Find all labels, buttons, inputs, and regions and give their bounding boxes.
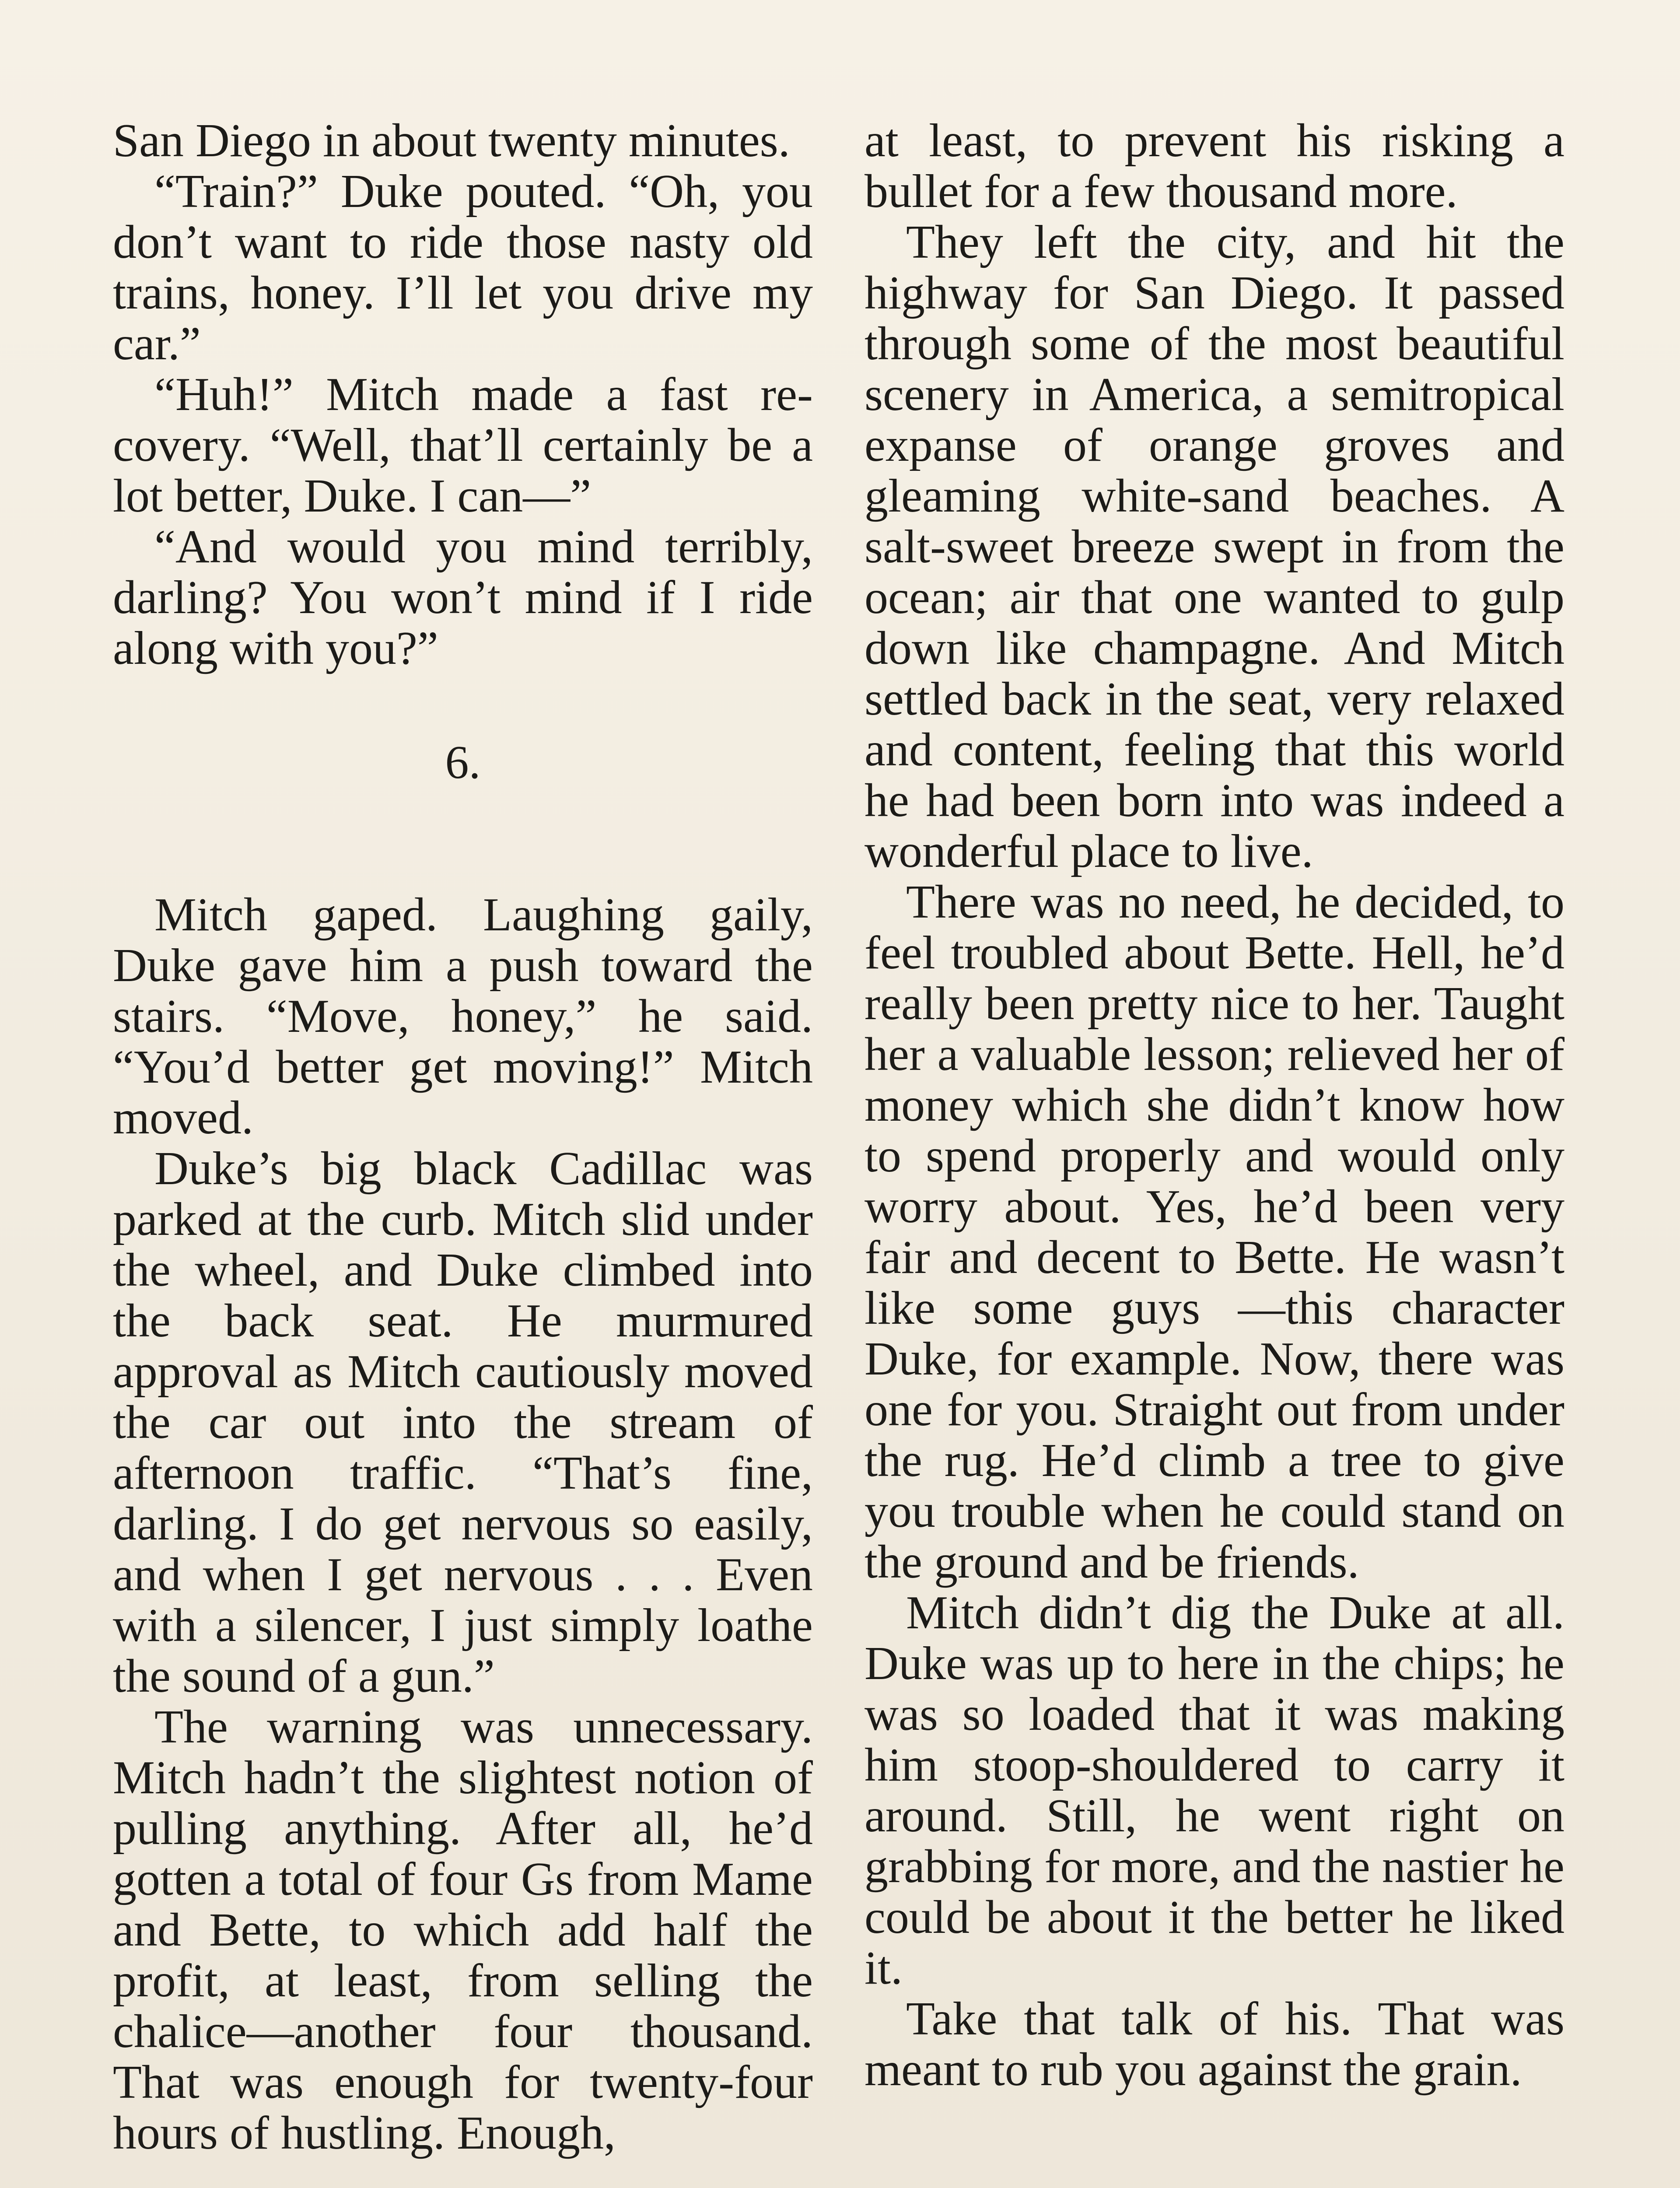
paragraph: Mitch didn’t dig the Duke at all. Duke was up to here in the chips; he was so loaded that it was making him stoop-shouldered to carry it around. Still, he went right on grabbing for more, and the nastier he could be about it the better he liked it. [864,1587,1564,1994]
left-column [113,116,813,2159]
right-column [864,116,1564,2095]
paragraph: “And would you mind terribly, darling? You won’t mind if I ride along with you?” [113,521,813,674]
paragraph: Duke’s big black Cadillac was parked at the curb. Mitch slid under the wheel, and Duke climbed into the back seat. He murmured approval as Mitch cautiously moved the car out into the stream of afternoon traffic. “That’s fine, darling. I do get nervous so easily, and when I get nervous . . . Even with a silencer, I just simply loathe the sound of a gun.” [113,1143,813,1702]
paragraph: Mitch gaped. Laughing gaily, Duke gave him a push toward the stairs. “Move, honey,” he said. “You’d better get moving!” Mitch moved. [113,889,813,1144]
paragraph: The warning was unnecessary. Mitch hadn’t the slightest notion of pulling anything. After all, he’d gotten a total of four Gs from Mame and Bette, to which add half the profit, at least, from selling the chalice—another four thousand. That was enough for twenty-four hours of hustling. Enough, [113,1701,813,2159]
chapter-number: 6. [445,736,481,789]
paragraph: “Huh!” Mitch made a fast recovery. “Well, that’ll certainly be a lot better, Duke. I can—” [113,368,813,522]
paragraph: There was no need, he decided, to feel troubled about Bette. Hell, he’d really been pretty nice to her. Taught her a valuable lesson; relieved her of money which she didn’t know how to spend properly and would only worry about. Yes, he’d been very fair and decent to Bette. He wasn’t like some guys —this character Duke, for example. Now, there was one for you. Straight out from under the rug. He’d climb a tree to give you trouble when he could stand on the ground and be friends. [864,876,1564,1588]
paragraph: San Diego in about twenty minutes. [113,115,790,167]
paragraph: Take that talk of his. That was meant to rub you against the grain. [864,1993,1564,2096]
paragraph: “Train?” Duke pouted. “Oh, you don’t want to ride those nasty old trains, honey. I’ll let you drive my car.” [113,165,813,370]
paragraph: at least, to prevent his risking a bullet for a few thousand more. [864,115,1564,217]
paragraph: They left the city, and hit the highway for San Diego. It passed through some of the most beautiful scenery in America, a semitropical expanse of orange groves and gleaming white-sand beaches. A salt-sweet breeze swept in from the ocean; air that one wanted to gulp down like champagne. And Mitch settled back in the seat, very relaxed and content, feeling that this world he had been born into was indeed a wonderful place to live. [864,216,1564,877]
